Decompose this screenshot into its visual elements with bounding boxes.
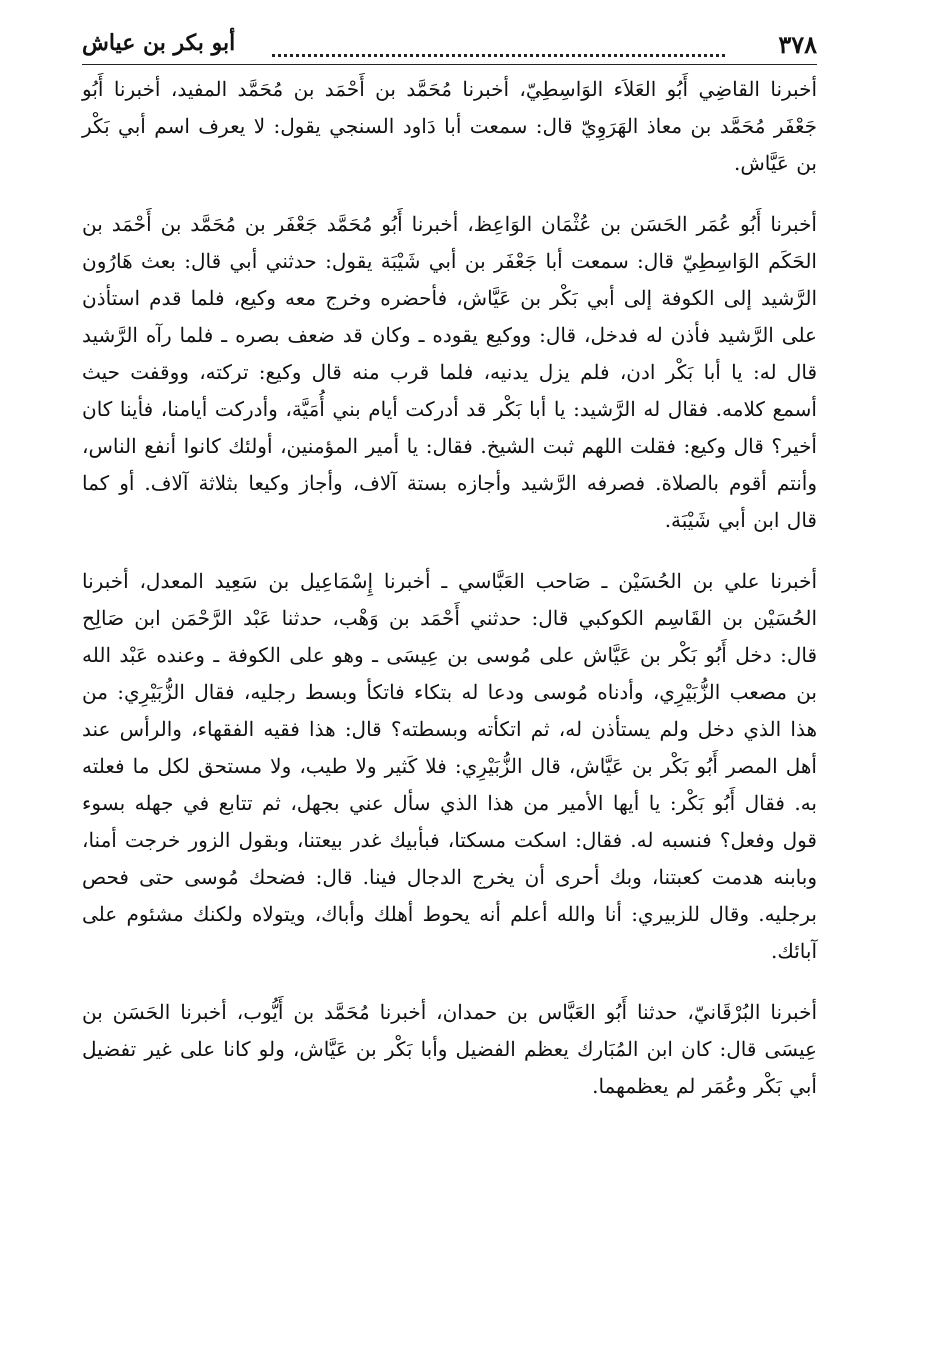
paragraph-4: أخبرنا البُرْقَانيّ، حدثنا أَبُو العَبَّاس بن حمدان، أخبرنا مُحَمَّد بن أَيُّوب، أخبرنا الحَسَن بن عِيسَى قال: كان ابن المُبَارك يعظم الفضيل وأبا بَكْر بن عَيَّاش، ولو كانا على غير تفضيل أبي بَكْر وعُمَر لم يعظمهما. bbox=[82, 1000, 817, 1098]
leader-dots bbox=[272, 36, 725, 57]
running-title: أبو بكر بن عياش bbox=[82, 30, 236, 56]
paragraph-1: أخبرنا القاضِي أَبُو العَلاَء الوَاسِطِيّ، أخبرنا مُحَمَّد بن أَحْمَد بن مُحَمَّد المفيد، أخبرنا أَبُو جَعْفَر مُحَمَّد بن معاذ الهَرَوِيّ قال: سمعت أبا دَاود السنجي يقول: لا يعرف اسم أبي بَكْر بن عَيَّاش. bbox=[82, 77, 818, 175]
paragraph-3: أخبرنا علي بن الحُسَيْن ـ صَاحب العَبَّاسي ـ أخبرنا إِسْمَاعِيل بن سَعِيد المعدل، أخبرنا الحُسَيْن بن القَاسِم الكوكبي قال: حدثني أَحْمَد بن وَهْب، حدثنا عَبْد الرَّحْمَن ابن صَالِح قال: دخل أَبُو بَكْر بن عَيَّاش على مُوسى بن عِيسَى ـ وهو على الكوفة ـ وعنده عَبْد الله بن مصعب الزُّبَيْرِي، وأدناه مُوسى ودعا له بتكاء فاتكأ وبسط رجليه، فقال الزُّبَيْرِي: من هذا الذي دخل ولم يستأذن له، ثم اتكأته وبسطته؟ قال: هذا فقيه الفقهاء، والرأس عند أهل المصر أَبُو بَكْر بن عَيَّاش، قال الزُّبَيْرِي: فلا كَثير ولا طيب، ولا مستحق لكل ما فعلته به. فقال أَبُو بَكْر: يا أيها الأمير من هذا الذي سأل عني بجهل، ثم تتابع في جهله بسوء قول وفعل؟ فنسبه له. فقال: اسكت مسكتا، فبأبيك غدر بيعتنا، وبقول الزور خرجت أمنا، وبابنه هدمت كعبتنا، وبك أحرى أن يخرج الدجال فينا. قال: فضحك مُوسى حتى فحص برجليه. وقال للزبيري: أنا والله أعلم أنه يحوط أهلك وأباك، ويتولاه ولكنك مشئوم على آبائك. bbox=[82, 569, 818, 963]
page-number: ٣٧٨ bbox=[778, 30, 817, 59]
paragraph-2: أخبرنا أَبُو عُمَر الحَسَن بن عُثْمَان الوَاعِظ، أخبرنا أَبُو مُحَمَّد جَعْفَر بن مُحَمَّد بن أَحْمَد بن الحَكَم الوَاسِطِيّ قال: سمعت أبا جَعْفَر بن أبي شَيْبَة يقول: حدثني أبي قال: بعث هَارُون الرَّشيد إلى الكوفة إلى أبي بَكْر بن عَيَّاش، فأحضره وخرج معه وكيع، فلما قدم استأذن على الرَّشيد فأذن له فدخل، قال: ووكيع يقوده ـ وكان قد ضعف بصره ـ فلما رآه الرَّشيد قال له: يا أبا بَكْر ادن، فلم يزل يدنيه، فلما قرب منه قال وكيع: تركته، ووقفت حيث أسمع كلامه. فقال له الرَّشيد: يا أبا بَكْر قد أدركت أيام بني أُمَيَّة، وأدركت أيامنا، فأينا كان أخير؟ قال وكيع: فقلت اللهم ثبت الشيخ. فقال: يا أمير المؤمنين، أولئك كانوا أنفع الناس، وأنتم أقوم بالصلاة. فصرفه الرَّشيد وأجازه بستة آلاف، وأجاز وكيعا بثلاثة آلاف. أو كما قال ابن أبي شَيْبَة. bbox=[82, 212, 817, 532]
running-header bbox=[82, 28, 817, 65]
page-body bbox=[82, 71, 817, 1105]
book-page bbox=[82, 28, 817, 1129]
